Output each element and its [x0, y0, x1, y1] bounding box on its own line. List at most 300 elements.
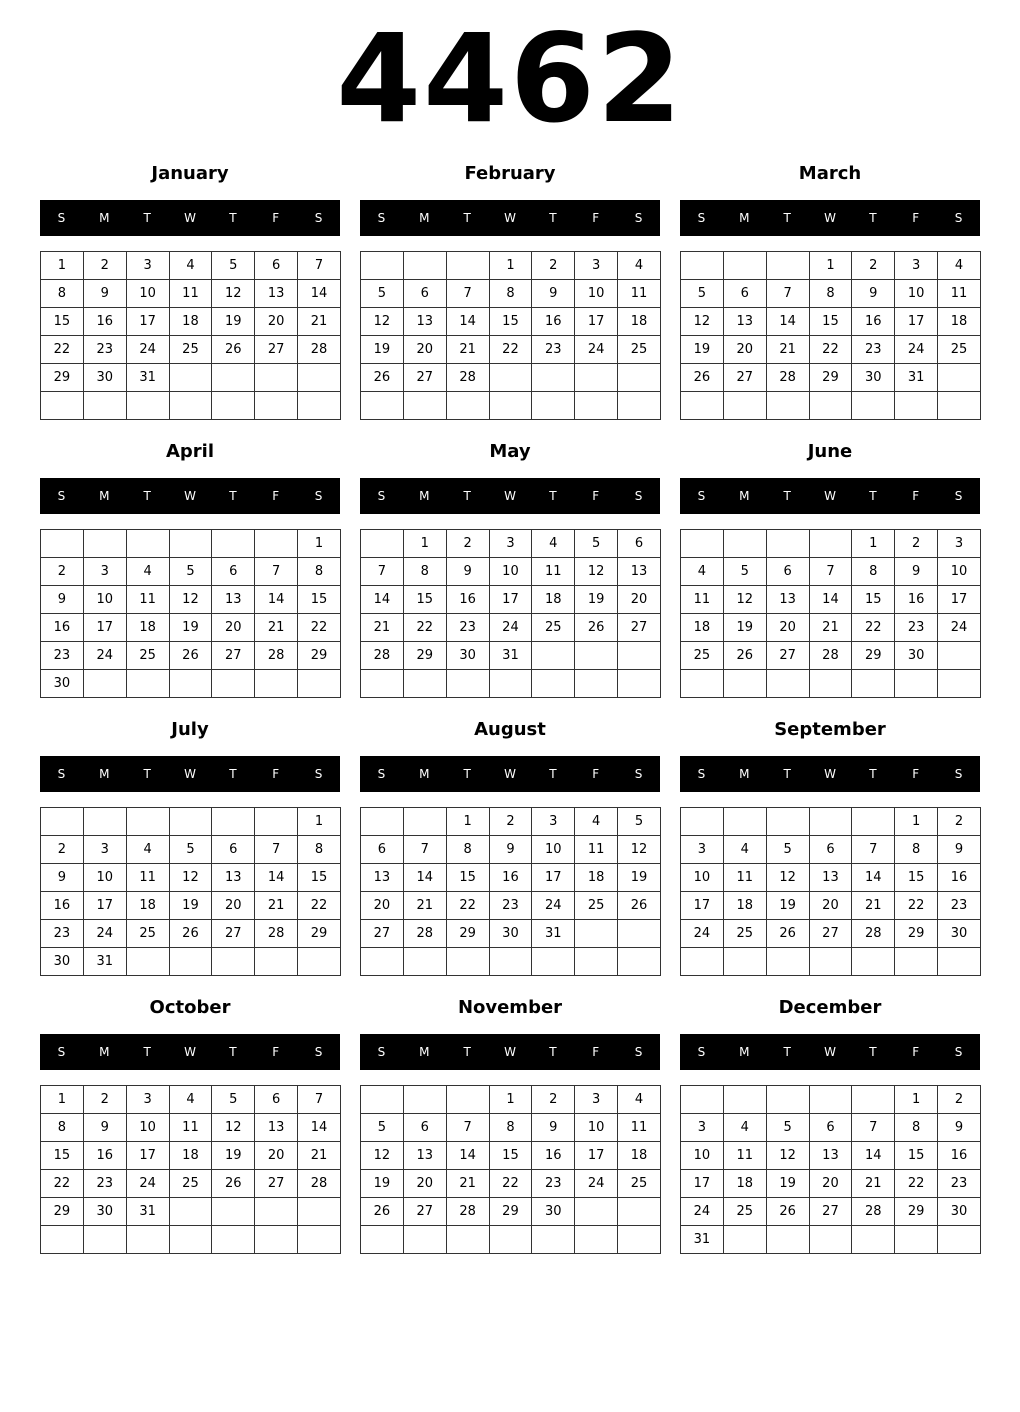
- day-cell: 18: [618, 308, 661, 336]
- day-cell: 1: [489, 252, 532, 280]
- day-cell: 30: [532, 1198, 575, 1226]
- week-row: [361, 558, 661, 586]
- day-cell: 21: [852, 1170, 895, 1198]
- month-name: November: [457, 997, 563, 1018]
- day-cell: 30: [895, 642, 938, 670]
- day-cell: 26: [169, 642, 212, 670]
- day-cell: 2: [83, 1086, 126, 1114]
- empty-cell: [169, 1198, 212, 1226]
- weekday-label: S: [634, 767, 643, 781]
- empty-cell: [169, 670, 212, 698]
- day-cell: 27: [403, 364, 446, 392]
- day-cell: 30: [83, 1198, 126, 1226]
- week-row: [681, 1114, 981, 1142]
- empty-cell: [766, 948, 809, 976]
- weekday-label: T: [229, 1045, 237, 1059]
- day-grid: [680, 251, 981, 420]
- empty-cell: [403, 808, 446, 836]
- weekday-label: T: [869, 489, 877, 503]
- empty-cell: [575, 392, 618, 420]
- weekday-label: T: [143, 767, 151, 781]
- day-cell: 26: [766, 920, 809, 948]
- day-cell: 29: [895, 920, 938, 948]
- weekday-label: F: [272, 489, 280, 503]
- day-cell: 5: [575, 530, 618, 558]
- empty-cell: [126, 808, 169, 836]
- weekday-label: S: [314, 489, 323, 503]
- day-cell: 30: [83, 364, 126, 392]
- day-cell: 22: [489, 1170, 532, 1198]
- empty-cell: [532, 392, 575, 420]
- day-cell: 24: [532, 892, 575, 920]
- week-row: [681, 1170, 981, 1198]
- day-cell: 11: [532, 558, 575, 586]
- empty-cell: [212, 948, 255, 976]
- week-row: [681, 1198, 981, 1226]
- day-cell: 25: [126, 920, 169, 948]
- week-row: [41, 364, 341, 392]
- day-cell: 4: [169, 1086, 212, 1114]
- weekday-label: S: [57, 211, 66, 225]
- week-row: [41, 392, 341, 420]
- day-cell: 25: [723, 1198, 766, 1226]
- day-cell: 2: [852, 252, 895, 280]
- empty-cell: [681, 392, 724, 420]
- empty-cell: [532, 670, 575, 698]
- day-cell: 30: [938, 920, 981, 948]
- day-cell: 16: [938, 1142, 981, 1170]
- empty-cell: [575, 642, 618, 670]
- day-cell: 2: [938, 808, 981, 836]
- day-cell: 2: [938, 1086, 981, 1114]
- empty-cell: [212, 1226, 255, 1254]
- weekday-label: W: [824, 489, 836, 503]
- empty-cell: [895, 948, 938, 976]
- week-row: [681, 558, 981, 586]
- week-row: [681, 252, 981, 280]
- week-row: [41, 1142, 341, 1170]
- month-name: December: [778, 997, 882, 1018]
- empty-cell: [852, 948, 895, 976]
- day-cell: 5: [169, 836, 212, 864]
- week-row: [361, 920, 661, 948]
- day-cell: 9: [532, 280, 575, 308]
- day-cell: 15: [852, 586, 895, 614]
- day-cell: 5: [212, 252, 255, 280]
- day-cell: 22: [446, 892, 489, 920]
- day-cell: 24: [575, 336, 618, 364]
- week-row: [681, 892, 981, 920]
- day-cell: 12: [361, 1142, 404, 1170]
- day-cell: 26: [212, 336, 255, 364]
- day-cell: 31: [532, 920, 575, 948]
- day-cell: 21: [766, 336, 809, 364]
- day-cell: 5: [723, 558, 766, 586]
- day-cell: 18: [575, 864, 618, 892]
- day-cell: 14: [403, 864, 446, 892]
- day-cell: 15: [403, 586, 446, 614]
- day-cell: 3: [532, 808, 575, 836]
- week-row: [361, 392, 661, 420]
- empty-cell: [83, 1226, 126, 1254]
- empty-cell: [255, 670, 298, 698]
- empty-cell: [298, 1198, 341, 1226]
- empty-cell: [212, 392, 255, 420]
- day-cell: 7: [446, 280, 489, 308]
- week-row: [361, 670, 661, 698]
- week-row: [41, 336, 341, 364]
- day-cell: 22: [809, 336, 852, 364]
- empty-cell: [169, 948, 212, 976]
- week-row: [41, 558, 341, 586]
- day-cell: 31: [126, 1198, 169, 1226]
- empty-cell: [575, 920, 618, 948]
- day-cell: 3: [575, 1086, 618, 1114]
- weekday-label: T: [463, 489, 471, 503]
- empty-cell: [809, 670, 852, 698]
- day-cell: 3: [126, 1086, 169, 1114]
- day-cell: 27: [403, 1198, 446, 1226]
- day-cell: 17: [938, 586, 981, 614]
- week-row: [681, 586, 981, 614]
- day-cell: 31: [681, 1226, 724, 1254]
- day-cell: 13: [403, 308, 446, 336]
- day-cell: 23: [938, 1170, 981, 1198]
- week-row: [361, 1198, 661, 1226]
- weekday-header: [40, 200, 340, 236]
- day-cell: 22: [41, 1170, 84, 1198]
- day-cell: 21: [403, 892, 446, 920]
- week-row: [681, 1086, 981, 1114]
- empty-cell: [298, 1226, 341, 1254]
- empty-cell: [809, 808, 852, 836]
- empty-cell: [766, 1226, 809, 1254]
- weekday-label: S: [697, 767, 706, 781]
- empty-cell: [938, 364, 981, 392]
- weekday-label: T: [549, 767, 557, 781]
- empty-cell: [575, 1198, 618, 1226]
- day-cell: 29: [489, 1198, 532, 1226]
- empty-cell: [169, 392, 212, 420]
- week-row: [681, 364, 981, 392]
- empty-cell: [361, 530, 404, 558]
- empty-cell: [618, 364, 661, 392]
- week-row: [41, 614, 341, 642]
- week-row: [681, 614, 981, 642]
- empty-cell: [618, 948, 661, 976]
- week-row: [41, 586, 341, 614]
- day-cell: 8: [298, 558, 341, 586]
- day-cell: 12: [681, 308, 724, 336]
- day-cell: 27: [212, 920, 255, 948]
- day-cell: 1: [403, 530, 446, 558]
- day-cell: 6: [212, 558, 255, 586]
- day-cell: 9: [489, 836, 532, 864]
- empty-cell: [575, 948, 618, 976]
- week-row: [361, 280, 661, 308]
- day-cell: 9: [938, 1114, 981, 1142]
- week-row: [41, 530, 341, 558]
- empty-cell: [298, 670, 341, 698]
- weekday-header: [40, 478, 340, 514]
- day-cell: 30: [489, 920, 532, 948]
- weekday-label: S: [697, 211, 706, 225]
- day-cell: 25: [575, 892, 618, 920]
- empty-cell: [403, 392, 446, 420]
- weekday-header: [680, 1034, 980, 1070]
- weekday-label: F: [592, 489, 600, 503]
- day-cell: 20: [809, 1170, 852, 1198]
- empty-cell: [766, 252, 809, 280]
- day-cell: 23: [895, 614, 938, 642]
- empty-cell: [361, 948, 404, 976]
- day-cell: 31: [126, 364, 169, 392]
- day-cell: 7: [852, 836, 895, 864]
- day-cell: 12: [169, 864, 212, 892]
- empty-cell: [766, 392, 809, 420]
- weekday-label: W: [184, 1045, 196, 1059]
- empty-cell: [41, 808, 84, 836]
- day-cell: 8: [489, 280, 532, 308]
- day-cell: 7: [809, 558, 852, 586]
- weekday-label: T: [463, 767, 471, 781]
- day-cell: 10: [938, 558, 981, 586]
- empty-cell: [403, 670, 446, 698]
- day-cell: 24: [938, 614, 981, 642]
- day-cell: 6: [809, 1114, 852, 1142]
- day-cell: 27: [255, 1170, 298, 1198]
- day-cell: 20: [255, 308, 298, 336]
- week-row: [361, 836, 661, 864]
- weekday-label: M: [419, 211, 430, 225]
- day-cell: 16: [83, 308, 126, 336]
- weekday-label: T: [549, 211, 557, 225]
- day-cell: 13: [766, 586, 809, 614]
- empty-cell: [126, 530, 169, 558]
- day-grid: [680, 807, 981, 976]
- day-cell: 7: [361, 558, 404, 586]
- empty-cell: [446, 670, 489, 698]
- empty-cell: [489, 948, 532, 976]
- empty-cell: [169, 808, 212, 836]
- empty-cell: [938, 642, 981, 670]
- week-row: [681, 864, 981, 892]
- weekday-label: T: [549, 1045, 557, 1059]
- day-cell: 26: [212, 1170, 255, 1198]
- week-row: [41, 948, 341, 976]
- weekday-label: T: [229, 211, 237, 225]
- day-cell: 27: [809, 1198, 852, 1226]
- empty-cell: [938, 670, 981, 698]
- weekday-label: T: [869, 767, 877, 781]
- empty-cell: [852, 1226, 895, 1254]
- empty-cell: [489, 1226, 532, 1254]
- empty-cell: [618, 642, 661, 670]
- day-cell: 24: [575, 1170, 618, 1198]
- empty-cell: [446, 392, 489, 420]
- day-cell: 16: [489, 864, 532, 892]
- day-cell: 19: [766, 892, 809, 920]
- week-row: [681, 836, 981, 864]
- day-cell: 13: [212, 864, 255, 892]
- day-cell: 11: [723, 864, 766, 892]
- day-cell: 4: [575, 808, 618, 836]
- week-row: [361, 530, 661, 558]
- day-cell: 10: [126, 280, 169, 308]
- day-cell: 12: [212, 280, 255, 308]
- week-row: [681, 530, 981, 558]
- empty-cell: [403, 252, 446, 280]
- week-row: [41, 308, 341, 336]
- day-cell: 14: [446, 308, 489, 336]
- week-row: [41, 670, 341, 698]
- day-cell: 20: [212, 614, 255, 642]
- empty-cell: [361, 392, 404, 420]
- weekday-label: T: [869, 211, 877, 225]
- day-cell: 26: [169, 920, 212, 948]
- day-cell: 15: [446, 864, 489, 892]
- day-cell: 18: [126, 614, 169, 642]
- weekday-label: F: [912, 767, 920, 781]
- day-cell: 26: [723, 642, 766, 670]
- empty-cell: [766, 530, 809, 558]
- month-name: February: [464, 163, 556, 184]
- empty-cell: [489, 670, 532, 698]
- day-cell: 14: [361, 586, 404, 614]
- weekday-label: W: [504, 1045, 516, 1059]
- weekday-label: W: [184, 489, 196, 503]
- day-cell: 22: [41, 336, 84, 364]
- day-cell: 17: [895, 308, 938, 336]
- empty-cell: [809, 948, 852, 976]
- empty-cell: [41, 530, 84, 558]
- day-cell: 23: [532, 336, 575, 364]
- day-cell: 21: [446, 336, 489, 364]
- day-cell: 15: [895, 864, 938, 892]
- day-cell: 31: [83, 948, 126, 976]
- day-cell: 16: [83, 1142, 126, 1170]
- day-cell: 7: [403, 836, 446, 864]
- day-cell: 10: [126, 1114, 169, 1142]
- empty-cell: [403, 948, 446, 976]
- day-cell: 13: [255, 1114, 298, 1142]
- week-row: [681, 392, 981, 420]
- day-cell: 11: [169, 1114, 212, 1142]
- empty-cell: [446, 1086, 489, 1114]
- day-cell: 23: [938, 892, 981, 920]
- day-cell: 4: [723, 836, 766, 864]
- day-cell: 11: [618, 1114, 661, 1142]
- day-cell: 16: [532, 1142, 575, 1170]
- day-cell: 12: [361, 308, 404, 336]
- day-cell: 23: [532, 1170, 575, 1198]
- day-cell: 28: [255, 920, 298, 948]
- day-cell: 28: [298, 1170, 341, 1198]
- day-cell: 16: [938, 864, 981, 892]
- week-row: [41, 1170, 341, 1198]
- day-cell: 21: [298, 308, 341, 336]
- day-cell: 7: [298, 1086, 341, 1114]
- day-cell: 13: [723, 308, 766, 336]
- weekday-label: F: [272, 767, 280, 781]
- day-cell: 11: [938, 280, 981, 308]
- weekday-label: M: [739, 489, 750, 503]
- weekday-header: [360, 478, 660, 514]
- empty-cell: [938, 392, 981, 420]
- day-cell: 22: [403, 614, 446, 642]
- day-cell: 5: [766, 836, 809, 864]
- weekday-label: T: [143, 211, 151, 225]
- day-cell: 23: [41, 642, 84, 670]
- day-cell: 13: [618, 558, 661, 586]
- week-row: [681, 308, 981, 336]
- day-cell: 25: [618, 1170, 661, 1198]
- day-cell: 18: [723, 1170, 766, 1198]
- weekday-label: T: [549, 489, 557, 503]
- day-cell: 25: [723, 920, 766, 948]
- empty-cell: [895, 392, 938, 420]
- day-cell: 15: [489, 1142, 532, 1170]
- day-cell: 3: [681, 1114, 724, 1142]
- weekday-header: [680, 200, 980, 236]
- day-cell: 31: [895, 364, 938, 392]
- day-cell: 26: [575, 614, 618, 642]
- day-cell: 12: [212, 1114, 255, 1142]
- week-row: [361, 252, 661, 280]
- weekday-label: T: [783, 767, 791, 781]
- day-cell: 12: [723, 586, 766, 614]
- day-cell: 3: [575, 252, 618, 280]
- day-cell: 9: [446, 558, 489, 586]
- day-cell: 22: [852, 614, 895, 642]
- empty-cell: [681, 1086, 724, 1114]
- day-cell: 19: [361, 1170, 404, 1198]
- month-name: May: [489, 441, 531, 462]
- day-cell: 10: [83, 586, 126, 614]
- day-cell: 10: [575, 280, 618, 308]
- weekday-label: M: [99, 767, 110, 781]
- day-cell: 2: [532, 252, 575, 280]
- day-cell: 26: [618, 892, 661, 920]
- day-cell: 27: [361, 920, 404, 948]
- day-cell: 1: [41, 1086, 84, 1114]
- empty-cell: [83, 808, 126, 836]
- day-cell: 11: [169, 280, 212, 308]
- weekday-label: M: [99, 1045, 110, 1059]
- day-cell: 6: [403, 1114, 446, 1142]
- day-cell: 11: [681, 586, 724, 614]
- empty-cell: [852, 670, 895, 698]
- weekday-header: [360, 756, 660, 792]
- day-cell: 5: [361, 1114, 404, 1142]
- day-cell: 3: [83, 558, 126, 586]
- week-row: [681, 336, 981, 364]
- empty-cell: [532, 364, 575, 392]
- weekday-header: [40, 756, 340, 792]
- day-cell: 21: [852, 892, 895, 920]
- day-cell: 18: [618, 1142, 661, 1170]
- empty-cell: [618, 1198, 661, 1226]
- empty-cell: [255, 392, 298, 420]
- day-cell: 24: [681, 920, 724, 948]
- month-name: June: [807, 441, 853, 462]
- year-title: 4462: [336, 8, 684, 150]
- weekday-label: F: [592, 211, 600, 225]
- weekday-label: W: [504, 211, 516, 225]
- week-row: [361, 614, 661, 642]
- empty-cell: [938, 1226, 981, 1254]
- day-cell: 12: [169, 586, 212, 614]
